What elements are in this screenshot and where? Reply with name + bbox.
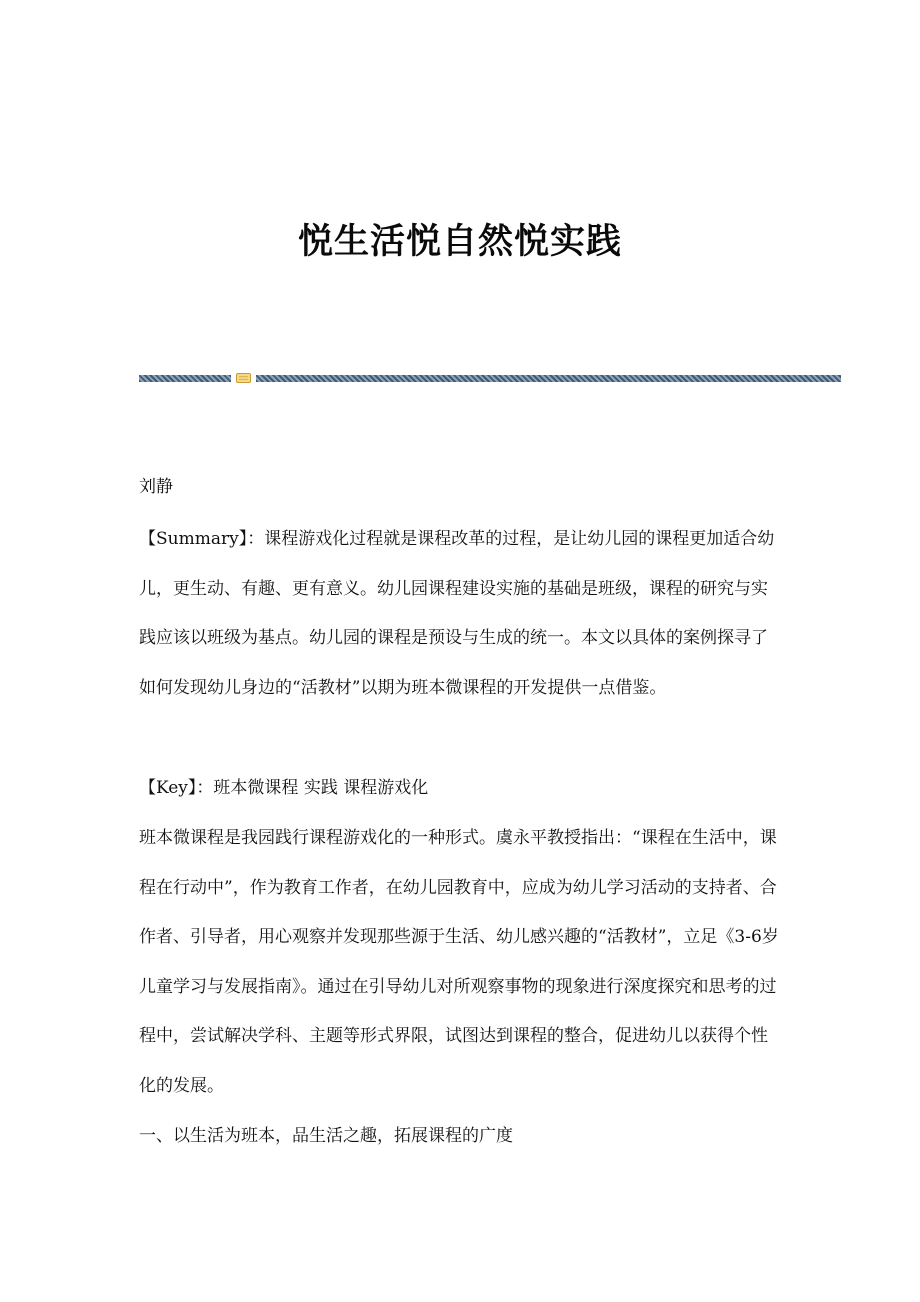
summary-paragraph <box>139 515 784 713</box>
ornament-icon <box>236 373 251 383</box>
summary-text: 课程游戏化过程就是课程改革的过程，是让幼儿园的课程更加适合幼儿，更生动、有趣、更有意义。幼儿园课程建设实施的基础是班级，课程的研究与实践应该以班级为基点。幼儿园的课程是预设与生成的统一。本文以具体的案例探寻了如何发现幼儿身边的“活教材”以期为班本微课程的开发提供一点借鉴。 <box>139 529 775 698</box>
divider-bar-left <box>139 375 231 382</box>
divider-bar-right <box>256 375 841 382</box>
body-paragraph: 班本微课程是我园践行课程游戏化的一种形式。虞永平教授指出：“课程在生活中，课程在行动中”，作为教育工作者，在幼儿园教育中，应成为幼儿学习活动的支持者、合作者、引导者，用心观察并发现那些源于生活、幼儿感兴趣的“活教材”，立足《3-6岁儿童学习与发展指南》。通过在引导幼儿对所观察事物的现象进行深度探究和思考的过程中，尝试解决学科、主题等形式界限，试图达到课程的整合，促进幼儿以获得个性化的发展。 <box>139 828 779 1096</box>
author-name: 刘静 <box>139 477 173 497</box>
summary-label: 【Summary】： <box>139 529 265 549</box>
title-divider <box>139 371 841 385</box>
keywords-label: 【Key】： <box>139 778 214 798</box>
section-heading: 一、以生活为班本，品生活之趣，拓展课程的广度 <box>139 1126 513 1146</box>
keywords-paragraph <box>139 764 784 814</box>
keywords-text: 班本微课程 实践 课程游戏化 <box>213 778 429 798</box>
document-title: 悦生活悦自然悦实践 <box>297 222 622 262</box>
